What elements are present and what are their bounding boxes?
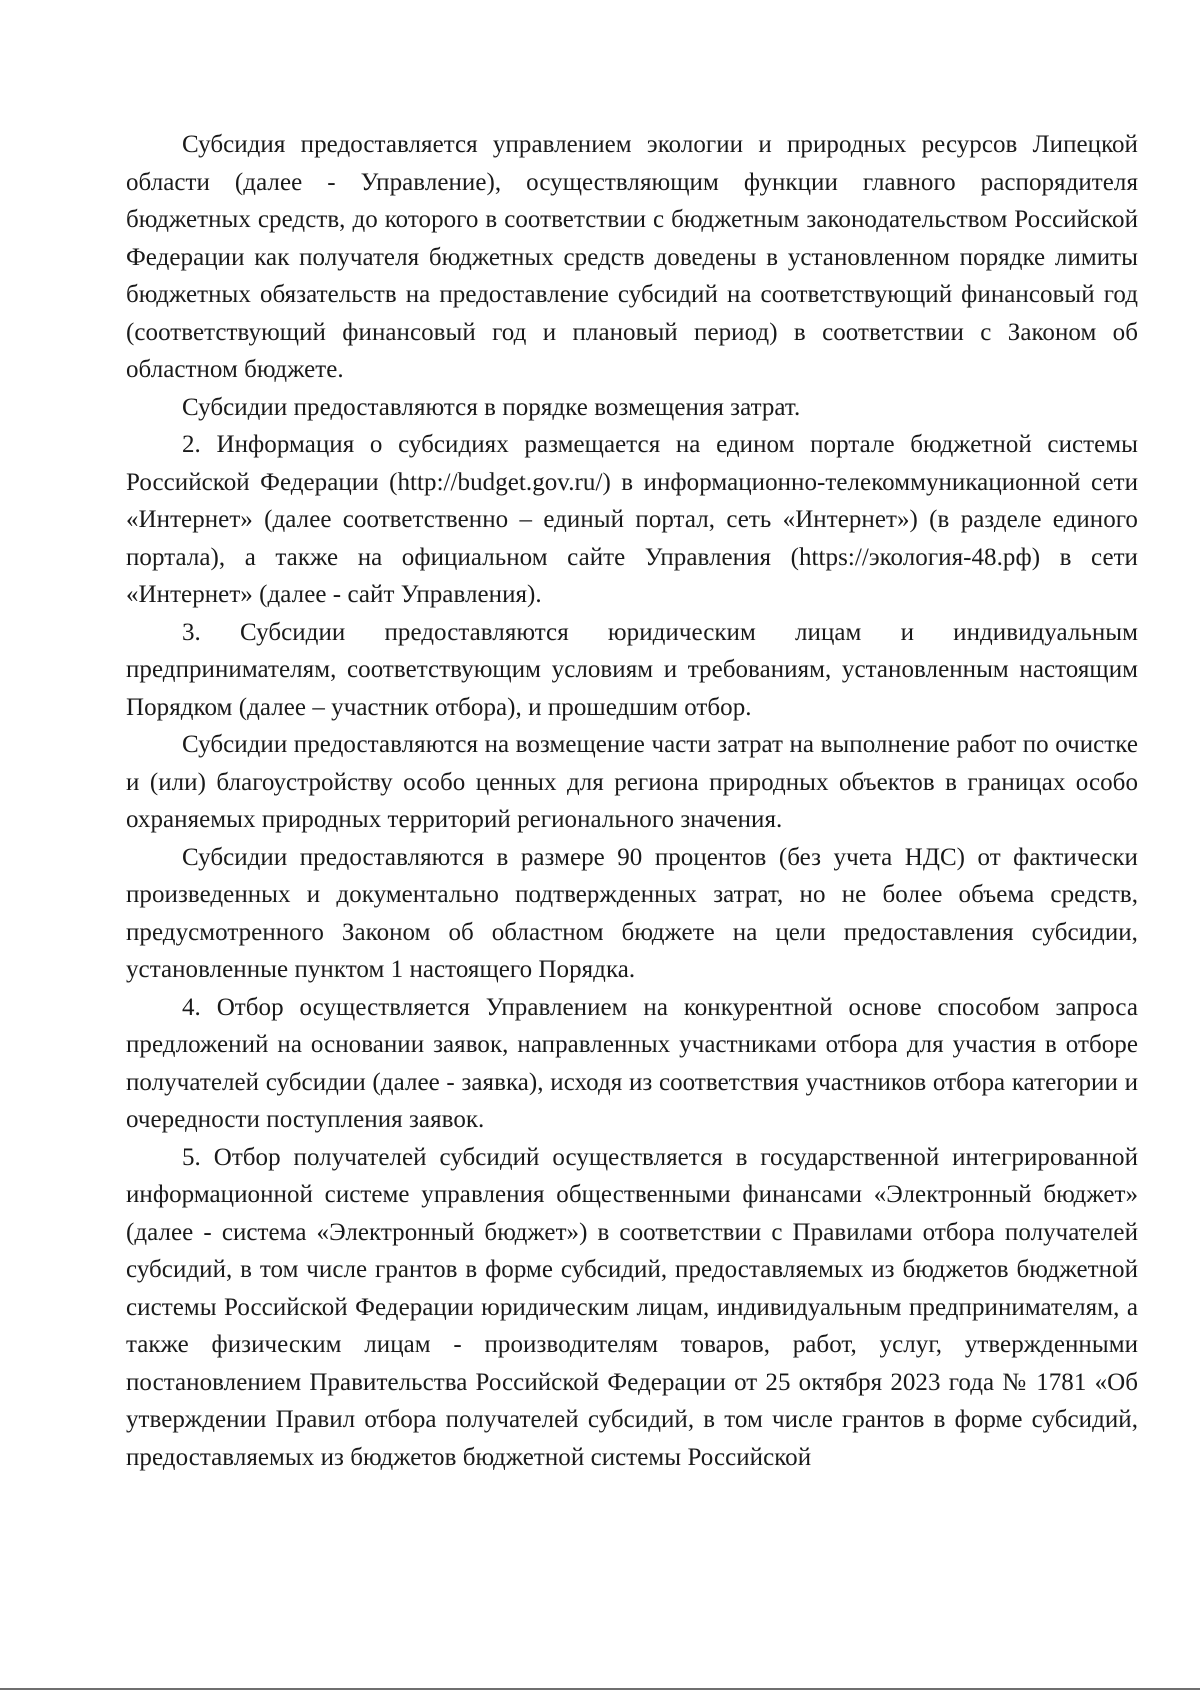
paragraph-5-electronic-budget: 5. Отбор получателей субсидий осуществляется в государственной интегрированной информационной системе управления общественными финансами «Электронный бюджет» (далее - система «Электронный бюджет») в соответствии с Правилами отбора получателей субсидий, в том числе грантов в форме субсидий, предоставляемых из бюджетов бюджетной системы Российской Федерации юридическим лицам, индивидуальным предпринимателям, а также физическим лицам - производителям товаров, работ, услуг, утвержденными постановлением Правительства Российской Федерации от 25 октября 2023 года № 1781 «Об утверждении Правил отбора получателей субсидий, в том числе грантов в форме субсидий, предоставляемых из бюджетов бюджетной системы Российской [126, 1143, 1138, 1471]
paragraph-subsidy-provider: Субсидия предоставляется управлением экологии и природных ресурсов Липецкой области (далее - Управление), осуществляющим функции главного распорядителя бюджетных средств, до которого в соответствии с бюджетным законодательством Российской Федерации как получателя бюджетных средств доведены в установленном порядке лимиты бюджетных обязательств на предоставление субсидий на соответствующий финансовый год (соответствующий финансовый год и плановый период) в соответствии с Законом об областном бюджете. [126, 131, 1138, 383]
paragraph-reimbursement-order: Субсидии предоставляются в порядке возмещения затрат. [182, 393, 801, 421]
paragraph-4-selection: 4. Отбор осуществляется Управлением на конкурентной основе способом запроса предложений на основании заявок, направленных участниками отбора для участия в отборе получателей субсидии (далее - заявка), исходя из соответствия участников отбора категории и очередности поступления заявок. [126, 993, 1138, 1133]
paragraph-amount: Субсидии предоставляются в размере 90 процентов (без учета НДС) от фактически произведенных и документально подтвержденных затрат, но не более объема средств, предусмотренного Законом об областном бюджете на цели предоставления субсидии, установленные пунктом 1 настоящего Порядка. [126, 843, 1138, 983]
paragraph-purpose: Субсидии предоставляются на возмещение части затрат на выполнение работ по очистке и (или) благоустройству особо ценных для региона природных объектов в границах особо охраняемых природных территорий регионального значения. [126, 731, 1138, 833]
paragraph-3-recipients: 3. Субсидии предоставляются юридическим лицам и индивидуальным предпринимателям, соответствующим условиям и требованиям, установленным настоящим Порядком (далее – участник отбора), и прошедшим отбор. [126, 618, 1138, 721]
document-page [126, 126, 1138, 1476]
page-bottom-edge [0, 1688, 1200, 1690]
paragraph-2-information-portal: 2. Информация о субсидиях размещается на едином портале бюджетной системы Российской Федерации (http://budget.gov.ru/) в информационно-телекоммуникационной сети «Интернет» (далее соответственно – единый портал, сеть «Интернет») (в разделе единого портала), а также на официальном сайте Управления (https://экология-48.рф) в сети «Интернет» (далее - сайт Управления). [126, 431, 1138, 608]
